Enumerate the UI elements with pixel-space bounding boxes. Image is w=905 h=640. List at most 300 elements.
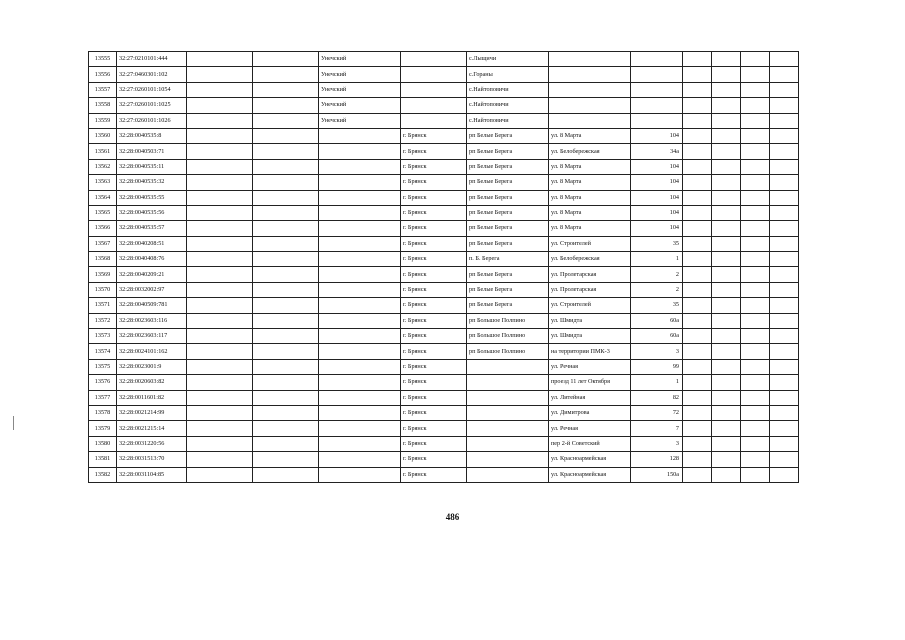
cell-street: ул. 8 Марта — [549, 190, 631, 205]
cell-house-number: 34а — [631, 144, 683, 159]
cell-district: Унечский — [319, 113, 401, 128]
cell-street: ул. Речная — [549, 421, 631, 436]
cell-col-4 — [253, 452, 319, 467]
cell-col-4 — [253, 82, 319, 97]
cell-city: г. Брянск — [401, 221, 467, 236]
cell-col-12 — [741, 113, 770, 128]
cell-col-10 — [683, 436, 712, 451]
cell-col-4 — [253, 159, 319, 174]
cell-street: ул. Шмидта — [549, 313, 631, 328]
table-row — [89, 67, 799, 82]
cell-street — [549, 67, 631, 82]
cell-cadastral-number: 32:27:0210101:444 — [117, 52, 187, 67]
cell-col-13 — [770, 236, 799, 251]
cell-locality: рп Белые Берега — [467, 175, 549, 190]
cell-city: г. Брянск — [401, 267, 467, 282]
cell-row-number: 13562 — [89, 159, 117, 174]
cell-district — [319, 282, 401, 297]
cell-col-13 — [770, 98, 799, 113]
cell-col-13 — [770, 128, 799, 143]
cell-locality: рп Белые Берега — [467, 282, 549, 297]
cell-row-number: 13568 — [89, 252, 117, 267]
cell-house-number: 1 — [631, 375, 683, 390]
cell-district — [319, 298, 401, 313]
cell-house-number: 104 — [631, 205, 683, 220]
cell-house-number — [631, 52, 683, 67]
cell-col-10 — [683, 52, 712, 67]
cell-house-number: 150а — [631, 467, 683, 482]
cell-col-4 — [253, 236, 319, 251]
cell-col-3 — [187, 375, 253, 390]
cell-cadastral-number: 32:28:0031513:70 — [117, 452, 187, 467]
cell-row-number: 13567 — [89, 236, 117, 251]
table-row — [89, 128, 799, 143]
table-row — [89, 375, 799, 390]
cell-row-number: 13571 — [89, 298, 117, 313]
cell-street: ул. Речная — [549, 359, 631, 374]
table-row — [89, 390, 799, 405]
cell-col-11 — [712, 298, 741, 313]
cell-cadastral-number: 32:28:0040535:55 — [117, 190, 187, 205]
cell-col-11 — [712, 252, 741, 267]
cell-col-10 — [683, 313, 712, 328]
cell-city: г. Брянск — [401, 298, 467, 313]
cell-col-13 — [770, 221, 799, 236]
cell-house-number: 3 — [631, 436, 683, 451]
cell-street: ул. Белобережская — [549, 252, 631, 267]
cell-col-10 — [683, 82, 712, 97]
register-table — [88, 51, 799, 483]
cell-locality — [467, 375, 549, 390]
cell-col-12 — [741, 52, 770, 67]
cell-col-11 — [712, 313, 741, 328]
cell-locality — [467, 359, 549, 374]
cell-col-3 — [187, 282, 253, 297]
cell-col-11 — [712, 467, 741, 482]
cell-house-number: 99 — [631, 359, 683, 374]
cell-col-3 — [187, 344, 253, 359]
cell-street: ул. 8 Марта — [549, 205, 631, 220]
cell-col-13 — [770, 298, 799, 313]
cell-col-10 — [683, 375, 712, 390]
cell-street — [549, 82, 631, 97]
cell-cadastral-number: 32:28:0023001:9 — [117, 359, 187, 374]
cell-col-3 — [187, 252, 253, 267]
cell-locality: рп Белые Берега — [467, 128, 549, 143]
cell-city: г. Брянск — [401, 390, 467, 405]
cell-row-number: 13579 — [89, 421, 117, 436]
cell-district — [319, 267, 401, 282]
table-row — [89, 452, 799, 467]
cell-col-3 — [187, 452, 253, 467]
cell-row-number: 13565 — [89, 205, 117, 220]
cell-col-12 — [741, 98, 770, 113]
cell-col-13 — [770, 436, 799, 451]
cell-district — [319, 452, 401, 467]
cell-locality: рп Белые Берега — [467, 298, 549, 313]
cell-street: ул. Красноармейская — [549, 452, 631, 467]
cell-cadastral-number: 32:28:0023603:116 — [117, 313, 187, 328]
cell-row-number: 13573 — [89, 329, 117, 344]
cell-col-13 — [770, 344, 799, 359]
cell-col-10 — [683, 405, 712, 420]
cell-col-12 — [741, 190, 770, 205]
cell-col-3 — [187, 82, 253, 97]
cell-house-number: 35 — [631, 298, 683, 313]
cell-street: ул. 8 Марта — [549, 128, 631, 143]
cell-col-4 — [253, 267, 319, 282]
cell-cadastral-number: 32:28:0011601:82 — [117, 390, 187, 405]
cell-col-3 — [187, 436, 253, 451]
table-row — [89, 313, 799, 328]
cell-locality: с.Найтоповичи — [467, 113, 549, 128]
cell-col-11 — [712, 452, 741, 467]
cell-district: Унечский — [319, 82, 401, 97]
cell-district — [319, 375, 401, 390]
cell-col-3 — [187, 359, 253, 374]
cell-locality: рп Белые Берега — [467, 221, 549, 236]
cell-col-10 — [683, 190, 712, 205]
cell-col-3 — [187, 236, 253, 251]
cell-col-3 — [187, 298, 253, 313]
cell-col-10 — [683, 452, 712, 467]
cell-col-4 — [253, 175, 319, 190]
cell-col-12 — [741, 375, 770, 390]
cell-col-4 — [253, 467, 319, 482]
cell-locality: рп Большое Полпино — [467, 344, 549, 359]
cell-house-number: 104 — [631, 221, 683, 236]
cell-house-number: 60а — [631, 313, 683, 328]
cell-col-11 — [712, 52, 741, 67]
cell-cadastral-number: 32:28:0021215:14 — [117, 421, 187, 436]
cell-col-11 — [712, 436, 741, 451]
cell-district — [319, 205, 401, 220]
table-row — [89, 467, 799, 482]
cell-col-10 — [683, 390, 712, 405]
cell-col-13 — [770, 190, 799, 205]
cell-city: г. Брянск — [401, 344, 467, 359]
cell-col-3 — [187, 144, 253, 159]
cell-street: проезд 11 лет Октября — [549, 375, 631, 390]
cell-col-11 — [712, 205, 741, 220]
cell-col-13 — [770, 390, 799, 405]
cell-col-11 — [712, 329, 741, 344]
table-row — [89, 252, 799, 267]
cell-col-11 — [712, 267, 741, 282]
cell-street: ул. Пролетарская — [549, 282, 631, 297]
cell-cadastral-number: 32:27:0460301:102 — [117, 67, 187, 82]
cell-col-13 — [770, 421, 799, 436]
table-row — [89, 267, 799, 282]
table-row — [89, 82, 799, 97]
cell-city: г. Брянск — [401, 159, 467, 174]
cell-locality: рп Белые Берега — [467, 144, 549, 159]
cell-col-10 — [683, 236, 712, 251]
cell-col-3 — [187, 113, 253, 128]
cell-street: ул. 8 Марта — [549, 175, 631, 190]
cell-col-11 — [712, 421, 741, 436]
cell-col-3 — [187, 190, 253, 205]
table-row — [89, 205, 799, 220]
cell-city: г. Брянск — [401, 175, 467, 190]
cell-col-10 — [683, 252, 712, 267]
cell-row-number: 13576 — [89, 375, 117, 390]
cell-street: ул. Димитрова — [549, 405, 631, 420]
cell-row-number: 13575 — [89, 359, 117, 374]
cell-district — [319, 467, 401, 482]
cell-col-4 — [253, 52, 319, 67]
cell-city: г. Брянск — [401, 375, 467, 390]
cell-cadastral-number: 32:27:0260101:1026 — [117, 113, 187, 128]
cell-col-4 — [253, 298, 319, 313]
page-number: 486 — [445, 512, 460, 522]
cell-row-number: 13578 — [89, 405, 117, 420]
cell-col-10 — [683, 67, 712, 82]
cell-house-number — [631, 82, 683, 97]
cell-locality: с.Найтоповичи — [467, 98, 549, 113]
table-row — [89, 421, 799, 436]
table-row — [89, 344, 799, 359]
cell-row-number: 13558 — [89, 98, 117, 113]
cell-locality — [467, 467, 549, 482]
cell-col-4 — [253, 190, 319, 205]
cell-col-12 — [741, 236, 770, 251]
cell-col-13 — [770, 159, 799, 174]
cell-row-number: 13559 — [89, 113, 117, 128]
cell-col-4 — [253, 128, 319, 143]
cell-col-4 — [253, 98, 319, 113]
cell-street: на территории ПМК-3 — [549, 344, 631, 359]
cell-col-4 — [253, 252, 319, 267]
table-row — [89, 236, 799, 251]
cell-row-number: 13564 — [89, 190, 117, 205]
cell-row-number: 13561 — [89, 144, 117, 159]
cell-row-number: 13570 — [89, 282, 117, 297]
cell-col-10 — [683, 467, 712, 482]
cell-cadastral-number: 32:28:0040535:11 — [117, 159, 187, 174]
cell-city — [401, 52, 467, 67]
cell-house-number — [631, 67, 683, 82]
table-row — [89, 175, 799, 190]
cell-cadastral-number: 32:27:0260101:1054 — [117, 82, 187, 97]
cell-row-number: 13569 — [89, 267, 117, 282]
cell-col-3 — [187, 467, 253, 482]
cell-cadastral-number: 32:28:0040535:57 — [117, 221, 187, 236]
cell-district — [319, 344, 401, 359]
scan-artifact-mark — [13, 416, 14, 430]
cell-col-3 — [187, 405, 253, 420]
cell-locality: п. Б. Берега — [467, 252, 549, 267]
cell-district — [319, 221, 401, 236]
cell-col-11 — [712, 128, 741, 143]
table-row — [89, 190, 799, 205]
cell-cadastral-number: 32:27:0260101:1025 — [117, 98, 187, 113]
cell-street: ул. Пролетарская — [549, 267, 631, 282]
cell-col-10 — [683, 298, 712, 313]
cell-district — [319, 175, 401, 190]
cell-district — [319, 144, 401, 159]
cell-col-12 — [741, 298, 770, 313]
cell-col-11 — [712, 190, 741, 205]
cell-district: Унечский — [319, 67, 401, 82]
cell-col-13 — [770, 82, 799, 97]
cell-col-12 — [741, 467, 770, 482]
cell-district — [319, 128, 401, 143]
cell-col-4 — [253, 436, 319, 451]
cell-locality: рп Белые Берега — [467, 159, 549, 174]
cell-cadastral-number: 32:28:0024101:162 — [117, 344, 187, 359]
cell-cadastral-number: 32:28:0040509:781 — [117, 298, 187, 313]
cell-house-number: 104 — [631, 190, 683, 205]
cell-city: г. Брянск — [401, 190, 467, 205]
cell-col-4 — [253, 329, 319, 344]
cell-col-11 — [712, 359, 741, 374]
cell-col-4 — [253, 282, 319, 297]
cell-locality: рп Белые Берега — [467, 190, 549, 205]
cell-col-11 — [712, 144, 741, 159]
cell-col-13 — [770, 405, 799, 420]
cell-locality: рп Белые Берега — [467, 205, 549, 220]
cell-col-4 — [253, 313, 319, 328]
cell-col-13 — [770, 467, 799, 482]
cell-col-10 — [683, 98, 712, 113]
cell-row-number: 13577 — [89, 390, 117, 405]
cell-street: ул. Строителей — [549, 236, 631, 251]
cell-locality — [467, 436, 549, 451]
cell-col-10 — [683, 282, 712, 297]
table-row — [89, 221, 799, 236]
cell-house-number: 72 — [631, 405, 683, 420]
cell-col-13 — [770, 313, 799, 328]
cell-city: г. Брянск — [401, 421, 467, 436]
cell-row-number: 13560 — [89, 128, 117, 143]
cell-district — [319, 436, 401, 451]
cell-col-3 — [187, 67, 253, 82]
cell-col-11 — [712, 282, 741, 297]
cell-cadastral-number: 32:28:0040535:56 — [117, 205, 187, 220]
table-row — [89, 405, 799, 420]
cell-col-13 — [770, 52, 799, 67]
cell-locality — [467, 421, 549, 436]
cell-house-number: 2 — [631, 267, 683, 282]
cell-col-12 — [741, 329, 770, 344]
cell-street: ул. Строителей — [549, 298, 631, 313]
cell-col-11 — [712, 405, 741, 420]
cell-cadastral-number: 32:28:0023603:117 — [117, 329, 187, 344]
cell-col-10 — [683, 144, 712, 159]
table-row — [89, 159, 799, 174]
cell-cadastral-number: 32:28:0040535:8 — [117, 128, 187, 143]
cell-street — [549, 113, 631, 128]
cell-city: г. Брянск — [401, 252, 467, 267]
cell-col-11 — [712, 221, 741, 236]
cell-street: ул. 8 Марта — [549, 159, 631, 174]
table-row — [89, 98, 799, 113]
cell-city: г. Брянск — [401, 452, 467, 467]
cell-locality — [467, 405, 549, 420]
cell-street — [549, 98, 631, 113]
cell-col-12 — [741, 436, 770, 451]
cell-city: г. Брянск — [401, 313, 467, 328]
cell-locality — [467, 390, 549, 405]
cell-row-number: 13557 — [89, 82, 117, 97]
cell-house-number: 1 — [631, 252, 683, 267]
cell-col-11 — [712, 98, 741, 113]
cell-col-3 — [187, 159, 253, 174]
cell-col-13 — [770, 252, 799, 267]
cell-row-number: 13574 — [89, 344, 117, 359]
cell-col-4 — [253, 421, 319, 436]
cell-col-11 — [712, 67, 741, 82]
cell-col-12 — [741, 252, 770, 267]
cell-city: г. Брянск — [401, 205, 467, 220]
cell-col-12 — [741, 267, 770, 282]
cell-col-10 — [683, 113, 712, 128]
cell-city: г. Брянск — [401, 329, 467, 344]
cell-col-3 — [187, 221, 253, 236]
cell-col-3 — [187, 98, 253, 113]
cell-street: ул. Литейная — [549, 390, 631, 405]
cell-col-12 — [741, 390, 770, 405]
cell-row-number: 13582 — [89, 467, 117, 482]
cell-district — [319, 329, 401, 344]
cell-col-11 — [712, 159, 741, 174]
cell-col-12 — [741, 313, 770, 328]
cell-col-4 — [253, 221, 319, 236]
cell-row-number: 13572 — [89, 313, 117, 328]
cell-col-10 — [683, 267, 712, 282]
cell-col-12 — [741, 159, 770, 174]
cell-col-3 — [187, 329, 253, 344]
cell-city: г. Брянск — [401, 236, 467, 251]
cell-street: пер 2-й Советский — [549, 436, 631, 451]
cell-district — [319, 405, 401, 420]
table-row — [89, 113, 799, 128]
cell-district — [319, 359, 401, 374]
table-row — [89, 436, 799, 451]
cell-col-3 — [187, 128, 253, 143]
cell-street — [549, 52, 631, 67]
cell-cadastral-number: 32:28:0040503:71 — [117, 144, 187, 159]
cell-col-4 — [253, 344, 319, 359]
cell-cadastral-number: 32:28:0040208:51 — [117, 236, 187, 251]
cell-city — [401, 113, 467, 128]
cell-locality: рп Большое Полпино — [467, 313, 549, 328]
cell-col-13 — [770, 329, 799, 344]
cell-cadastral-number: 32:28:0031220:56 — [117, 436, 187, 451]
table-row — [89, 298, 799, 313]
cell-row-number: 13566 — [89, 221, 117, 236]
cell-col-13 — [770, 359, 799, 374]
cell-col-4 — [253, 67, 319, 82]
cell-locality: рп Белые Берега — [467, 236, 549, 251]
cell-col-13 — [770, 205, 799, 220]
cell-row-number: 13581 — [89, 452, 117, 467]
cell-street: ул. Шмидта — [549, 329, 631, 344]
cell-col-4 — [253, 205, 319, 220]
cell-col-10 — [683, 175, 712, 190]
cell-col-12 — [741, 175, 770, 190]
cell-col-3 — [187, 313, 253, 328]
cell-street: ул. Красноармейская — [549, 467, 631, 482]
cell-col-10 — [683, 359, 712, 374]
cell-col-10 — [683, 159, 712, 174]
cell-city — [401, 67, 467, 82]
cell-col-11 — [712, 344, 741, 359]
cell-cadastral-number: 32:28:0020603:82 — [117, 375, 187, 390]
cell-col-4 — [253, 390, 319, 405]
cell-col-12 — [741, 144, 770, 159]
